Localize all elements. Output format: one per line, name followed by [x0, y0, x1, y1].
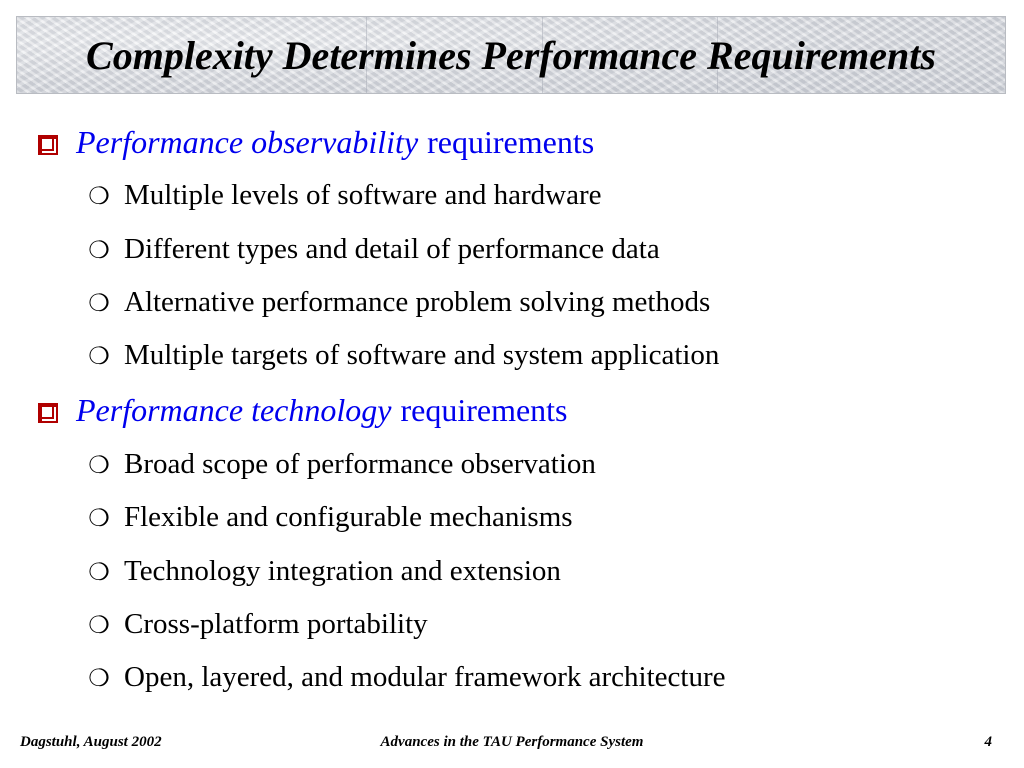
slide-footer [0, 734, 1024, 756]
footer-presentation-title: Advances in the TAU Performance System [380, 734, 644, 750]
square-bullet-icon [38, 135, 58, 155]
half-circle-bullet-icon: ❍ [88, 291, 110, 317]
list-item-text: Open, layered, and modular framework architecture [124, 661, 726, 693]
heading-emphasis: Performance technology [76, 392, 392, 428]
half-circle-bullet-icon: ❍ [88, 666, 110, 692]
heading-rest: requirements [400, 392, 568, 428]
list-item-text: Multiple levels of software and hardware [124, 179, 602, 211]
list-item [88, 448, 596, 481]
slide-title: Complexity Determines Performance Requirements [86, 32, 936, 78]
bullet-observability-requirements [38, 124, 594, 161]
list-item-text: Alternative performance problem solving methods [124, 286, 711, 318]
square-bullet-icon [38, 403, 58, 423]
half-circle-bullet-icon: ❍ [88, 344, 110, 370]
list-item-text: Technology integration and extension [124, 555, 561, 587]
list-item-text: Different types and detail of performance data [124, 233, 660, 265]
title-bar [16, 16, 1006, 94]
list-item-text: Multiple targets of software and system application [124, 339, 720, 371]
list-item-text: Flexible and configurable mechanisms [124, 501, 573, 533]
list-item [88, 555, 561, 588]
half-circle-bullet-icon: ❍ [88, 184, 110, 210]
half-circle-bullet-icon: ❍ [88, 238, 110, 264]
list-item-text: Broad scope of performance observation [124, 448, 596, 480]
list-item [88, 661, 725, 694]
heading-rest: requirements [427, 124, 595, 160]
list-item [88, 233, 660, 266]
list-item [88, 501, 573, 534]
bullet-technology-requirements [38, 392, 568, 429]
half-circle-bullet-icon: ❍ [88, 506, 110, 532]
slide-number: 4 [984, 734, 992, 750]
footer-event: Dagstuhl, August 2002 [20, 734, 162, 750]
half-circle-bullet-icon: ❍ [88, 613, 110, 639]
heading-emphasis: Performance observability [76, 124, 419, 160]
list-item [88, 179, 602, 212]
half-circle-bullet-icon: ❍ [88, 560, 110, 586]
list-item [88, 608, 428, 641]
half-circle-bullet-icon: ❍ [88, 453, 110, 479]
list-item-text: Cross-platform portability [124, 608, 428, 640]
list-item [88, 339, 719, 372]
list-item [88, 286, 710, 319]
